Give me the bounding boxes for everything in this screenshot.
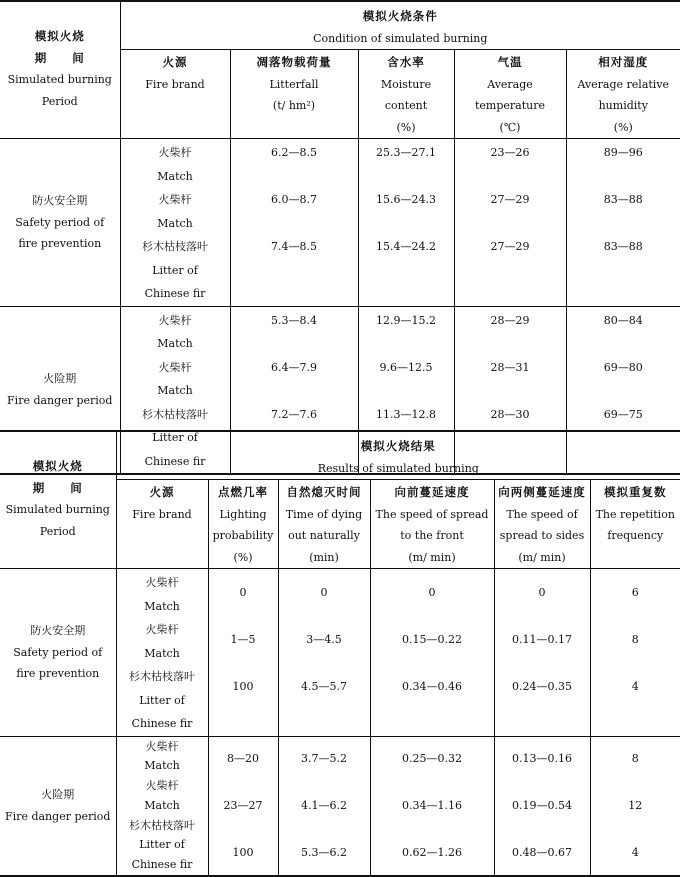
fire-brand-line: Litter of [117,689,208,713]
temperature-cell [454,139,566,307]
column-header-label-en: humidity [567,95,680,117]
fire-brand-line: Litter of [117,835,208,855]
side-spread-cell [494,736,590,876]
column-header-label-en: (t/ hm²) [231,95,358,117]
column-header-label-en: probability [209,525,278,547]
column-header-repetition [590,480,680,569]
column-header-label-en: (m/ min) [495,547,590,569]
cell-value: 0.48—0.67 [495,841,590,865]
cell-value: 0.34—1.16 [371,794,494,818]
cell-value: 83—88 [567,235,680,259]
cell-value: 12 [591,794,680,818]
fire-brand-line: Match [117,756,208,776]
column-header-label-cn: 气温 [455,52,566,74]
period-header-cn: 模拟火烧 [0,456,116,478]
column-header-label-cn: 凋落物载荷量 [231,52,358,74]
cell-value: 1—5 [209,628,278,652]
fire-brand-line: 火柴杆 [117,737,208,757]
cell-value: 100 [209,675,278,699]
cell-value: 4.5—5.7 [279,675,370,699]
column-header-label-en: to the front [371,525,494,547]
cell-value: 0.62—1.26 [371,841,494,865]
column-header-label-en: frequency [591,525,680,547]
repetition-cell [590,569,680,737]
cell-value: 0 [209,581,278,605]
period-header-en: Simulated burning [0,499,116,521]
fire-brand-cell [120,139,230,307]
column-header-label-en: (%) [359,117,454,139]
column-header-label-cn: 自然熄灭时间 [279,482,370,504]
column-header-label-en: (m/ min) [371,547,494,569]
cell-value: 80—84 [567,309,680,333]
table-row [0,569,680,737]
side-spread-cell [494,569,590,737]
period-header [0,1,120,139]
period-label-en: Fire danger period [0,806,116,828]
cell-value: 0.13—0.16 [495,747,590,771]
cell-value: 0.15—0.22 [371,628,494,652]
fire-brand-cell [116,569,208,737]
cell-value: 100 [209,841,278,865]
period-label-en: Fire danger period [0,390,120,412]
column-header-label-en: Fire brand [121,74,230,96]
period-header-cn-2: 期 间 [0,478,116,500]
period-cell [0,736,116,876]
table-row [0,736,680,876]
column-header-label-cn: 向两侧蔓延速度 [495,482,590,504]
cell-value: 12.9—15.2 [359,309,454,333]
fire-brand-line: Litter of [121,259,230,283]
cell-value: 0.11—0.17 [495,628,590,652]
column-header-temperature [454,50,566,139]
fire-brand-line: Chinese fir [121,450,230,474]
column-header-fire-brand [120,50,230,139]
litterfall-cell [230,139,358,307]
column-header-label-en: The speed of [495,504,590,526]
fire-brand-line: 杉木枯枝落叶 [121,235,230,259]
cell-value: 4 [591,675,680,699]
column-header-label-en: (%) [209,547,278,569]
cell-value: 27—29 [455,188,566,212]
humidity-cell [566,139,680,307]
period-label-en: fire prevention [0,663,116,685]
column-header-side-spread [494,480,590,569]
cell-value: 28—31 [455,356,566,380]
period-label-en: fire prevention [0,233,120,255]
column-header-label-en: The repetition [591,504,680,526]
cell-value: 83—88 [567,188,680,212]
period-label-cn: 防火安全期 [0,190,120,212]
fire-brand-cell [116,736,208,876]
period-header-en-2: Period [0,521,116,543]
period-cell [0,139,120,307]
cell-value: 4.1—6.2 [279,794,370,818]
cell-value: 7.2—7.6 [231,403,358,427]
table-row [0,139,680,307]
cell-value: 69—80 [567,356,680,380]
cell-value: 8 [591,628,680,652]
fire-brand-line: Match [121,332,230,356]
period-label-cn: 火险期 [0,784,116,806]
column-header-label-en: temperature [455,95,566,117]
cell-value: 25.3—27.1 [359,141,454,165]
dying-time-cell [278,736,370,876]
cell-value: 0 [495,581,590,605]
column-header-label-en: (℃) [455,117,566,139]
cell-value: 69—75 [567,403,680,427]
column-header-label-en: (%) [567,117,680,139]
repetition-cell [590,736,680,876]
cell-value: 7.4—8.5 [231,235,358,259]
fire-brand-line: Match [117,796,208,816]
period-label-en: Safety period of [0,642,116,664]
group-title-cn: 模拟火烧结果 [117,436,680,458]
cell-value: 89—96 [567,141,680,165]
moisture-cell [358,139,454,307]
fire-brand-line: 杉木枯枝落叶 [117,665,208,689]
cell-value: 6.0—8.7 [231,188,358,212]
cell-value: 3—4.5 [279,628,370,652]
cell-value: 27—29 [455,235,566,259]
cell-value: 4 [591,841,680,865]
cell-value: 3.7—5.2 [279,747,370,771]
cell-value: 6.2—8.5 [231,141,358,165]
column-header-label-cn: 模拟重复数 [591,482,680,504]
column-header-label-cn: 火源 [117,482,208,504]
column-header-label-en: Average relative [567,74,680,96]
column-header-label-cn: 点燃几率 [209,482,278,504]
dying-time-cell [278,569,370,737]
period-cell [0,569,116,737]
cell-value: 0.34—0.46 [371,675,494,699]
column-header-label-cn: 向前蔓延速度 [371,482,494,504]
front-spread-cell [370,569,494,737]
group-title-en: Results of simulated burning [117,458,680,480]
cell-value: 15.6—24.3 [359,188,454,212]
column-header-label-en: Average [455,74,566,96]
column-header-label-en: Moisture [359,74,454,96]
cell-value: 9.6—12.5 [359,356,454,380]
fire-brand-line: 杉木枯枝落叶 [117,816,208,836]
column-header-litterfall [230,50,358,139]
fire-brand-line: Match [121,212,230,236]
column-header-dying-time [278,480,370,569]
column-header-label-en: (min) [279,547,370,569]
column-header-fire-brand [116,480,208,569]
column-header-label-cn: 相对湿度 [567,52,680,74]
cell-value: 15.4—24.2 [359,235,454,259]
cell-value: 0 [279,581,370,605]
cell-value: 5.3—8.4 [231,309,358,333]
cell-value: 6.4—7.9 [231,356,358,380]
fire-brand-line: Match [117,642,208,666]
cell-value: 23—27 [209,794,278,818]
column-header-moisture [358,50,454,139]
fire-brand-line: Match [121,379,230,403]
fire-brand-line: 火柴杆 [117,776,208,796]
fire-brand-line: 火柴杆 [117,571,208,595]
cell-value: 8—20 [209,747,278,771]
period-header-en: Simulated burning [0,69,120,91]
column-header-label-en: Lighting [209,504,278,526]
cell-value: 0.25—0.32 [371,747,494,771]
lighting-probability-cell [208,569,278,737]
front-spread-cell [370,736,494,876]
period-header-cn-2: 期 间 [0,48,120,70]
fire-brand-line: Match [117,595,208,619]
simulated-burning-results-table [0,430,680,877]
period-label-cn: 火险期 [0,368,120,390]
group-title-en: Condition of simulated burning [121,28,680,50]
period-label-cn: 防火安全期 [0,620,116,642]
column-header-label-en: Litterfall [231,74,358,96]
fire-brand-line: 杉木枯枝落叶 [121,403,230,427]
column-header-label-en: content [359,95,454,117]
column-header-label-en: The speed of spread [371,504,494,526]
fire-brand-line: Chinese fir [117,712,208,736]
fire-brand-line: 火柴杆 [121,356,230,380]
lighting-probability-cell [208,736,278,876]
column-header-label-cn: 火源 [121,52,230,74]
period-label-en: Safety period of [0,212,120,234]
fire-brand-line: 火柴杆 [117,618,208,642]
cell-value: 6 [591,581,680,605]
fire-brand-line: 火柴杆 [121,141,230,165]
column-header-label-en: spread to sides [495,525,590,547]
cell-value: 0.24—0.35 [495,675,590,699]
group-title [120,1,680,50]
fire-brand-line: 火柴杆 [121,309,230,333]
cell-value: 0 [371,581,494,605]
column-header-lighting-probability [208,480,278,569]
fire-brand-line: Litter of [121,426,230,450]
cell-value: 11.3—12.8 [359,403,454,427]
fire-brand-line: Chinese fir [121,282,230,306]
column-header-humidity [566,50,680,139]
period-header-en-2: Period [0,91,120,113]
cell-value: 5.3—6.2 [279,841,370,865]
fire-brand-line: 火柴杆 [121,188,230,212]
cell-value: 23—26 [455,141,566,165]
period-header [0,431,116,569]
period-header-cn: 模拟火烧 [0,26,120,48]
group-title-cn: 模拟火烧条件 [121,6,680,28]
cell-value: 28—29 [455,309,566,333]
cell-value: 0.19—0.54 [495,794,590,818]
column-header-label-en: out naturally [279,525,370,547]
column-header-label-cn: 含水率 [359,52,454,74]
column-header-label-en: Time of dying [279,504,370,526]
group-title [116,431,680,480]
column-header-label-en: Fire brand [117,504,208,526]
column-header-front-spread [370,480,494,569]
fire-brand-line: Match [121,165,230,189]
cell-value: 28—30 [455,403,566,427]
cell-value: 8 [591,747,680,771]
fire-brand-line: Chinese fir [117,855,208,875]
